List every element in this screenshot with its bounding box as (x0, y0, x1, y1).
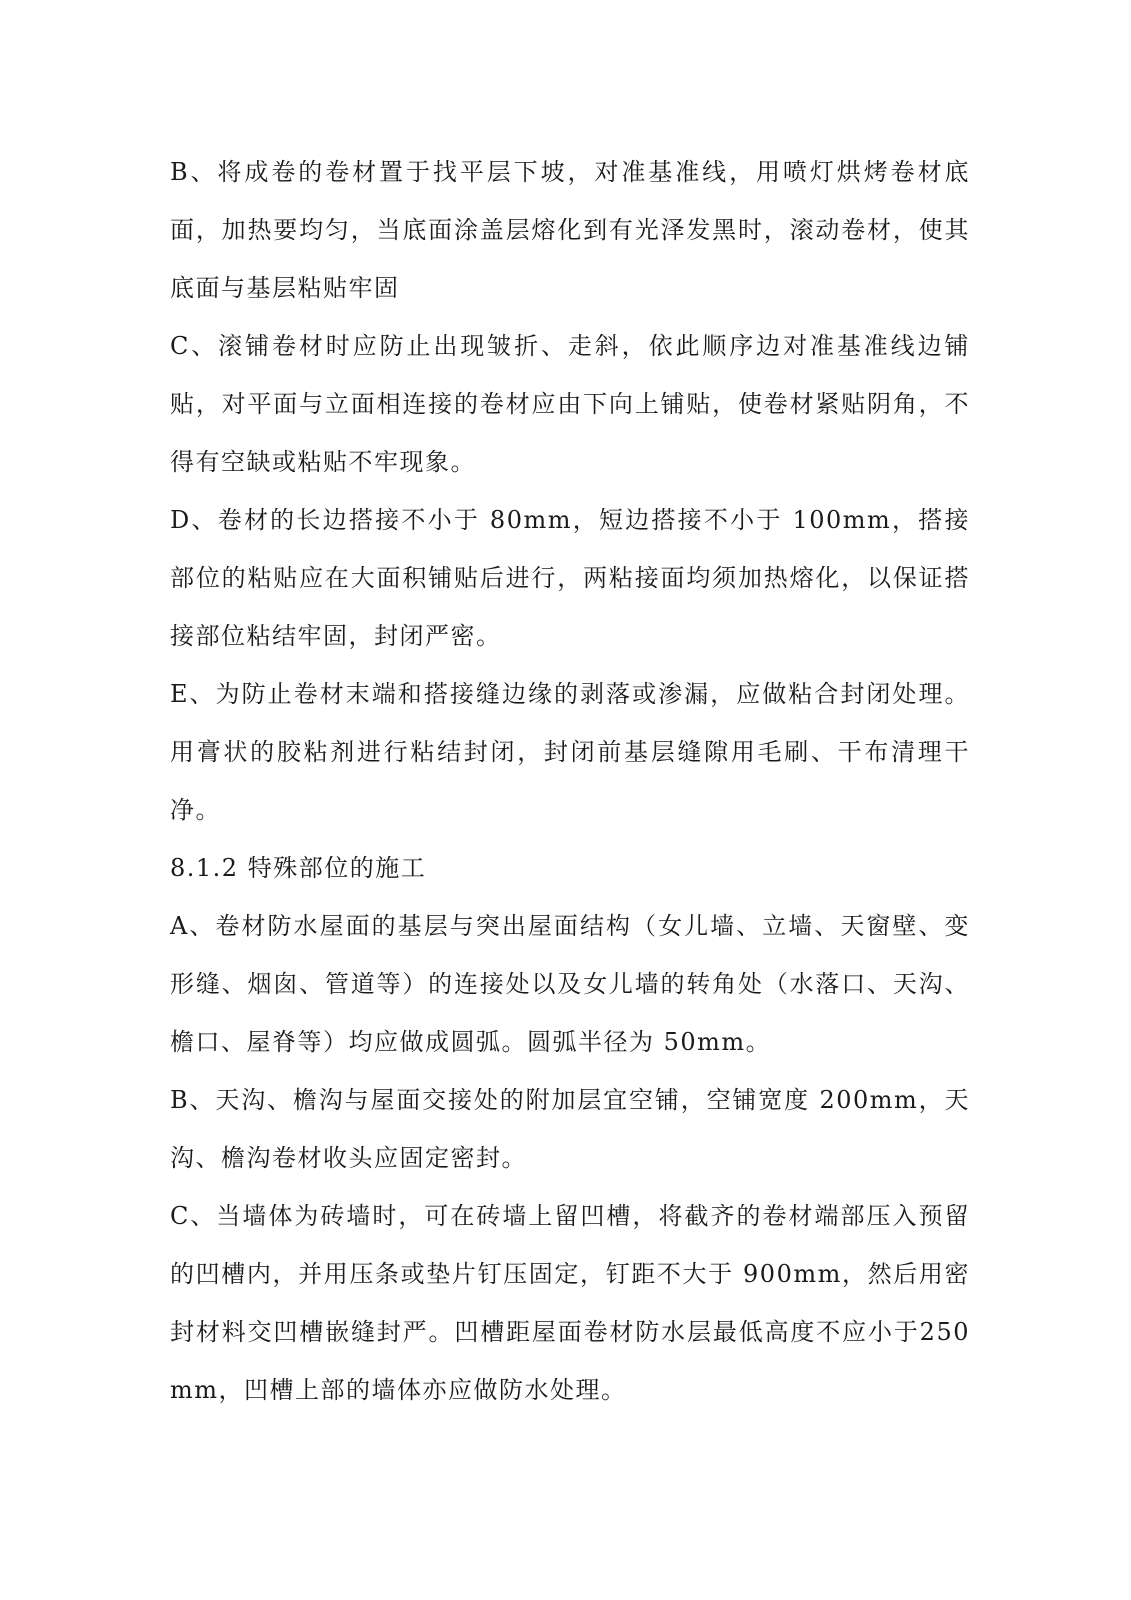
paragraph-b-gutter: B、天沟、檐沟与屋面交接处的附加层宜空铺，空铺宽度 200mm，天沟、檐沟卷材收头应固定密封。 (170, 1086, 970, 1172)
paragraph-b-roll-placement: B、将成卷的卷材置于找平层下坡，对准基准线，用喷灯烘烤卷材底面，加热要均匀，当底面涂盖层熔化到有光泽发黑时，滚动卷材，使其底面与基层粘贴牢固 (170, 158, 970, 302)
section-heading-8-1-2: 8.1.2 特殊部位的施工 (170, 854, 427, 882)
paragraph-e-sealing: E、为防止卷材末端和搭接缝边缘的剥落或渗漏，应做粘合封闭处理。用膏状的胶粘剂进行粘结封闭，封闭前基层缝隙用毛刷、干布清理干净。 (170, 680, 970, 824)
paragraph-a-arc-corners: A、卷材防水屋面的基层与突出屋面结构（女儿墙、立墙、天窗壁、变形缝、烟囱、管道等）的连接处以及女儿墙的转角处（水落口、天沟、檐口、屋脊等）均应做成圆弧。圆弧半径为 50mm。 (170, 912, 970, 1056)
paragraph-c-brick-wall: C、当墙体为砖墙时，可在砖墙上留凹槽，将截齐的卷材端部压入预留的凹槽内，并用压条或垫片钉压固定，钉距不大于 900mm，然后用密封材料交凹槽嵌缝封严。凹槽距屋面卷材防水层最低高度不应小于250mm，凹槽上部的墙体亦应做防水处理。 (170, 1202, 970, 1404)
paragraph-d-overlap: D、卷材的长边搭接不小于 80mm，短边搭接不小于 100mm，搭接部位的粘贴应在大面积铺贴后进行，两粘接面均须加热熔化，以保证搭接部位粘结牢固，封闭严密。 (170, 506, 970, 650)
document-body (170, 143, 970, 1419)
paragraph-c-roll-laying: C、滚铺卷材时应防止出现皱折、走斜，依此顺序边对准基准线边铺贴，对平面与立面相连接的卷材应由下向上铺贴，使卷材紧贴阴角，不得有空缺或粘贴不牢现象。 (170, 332, 970, 476)
